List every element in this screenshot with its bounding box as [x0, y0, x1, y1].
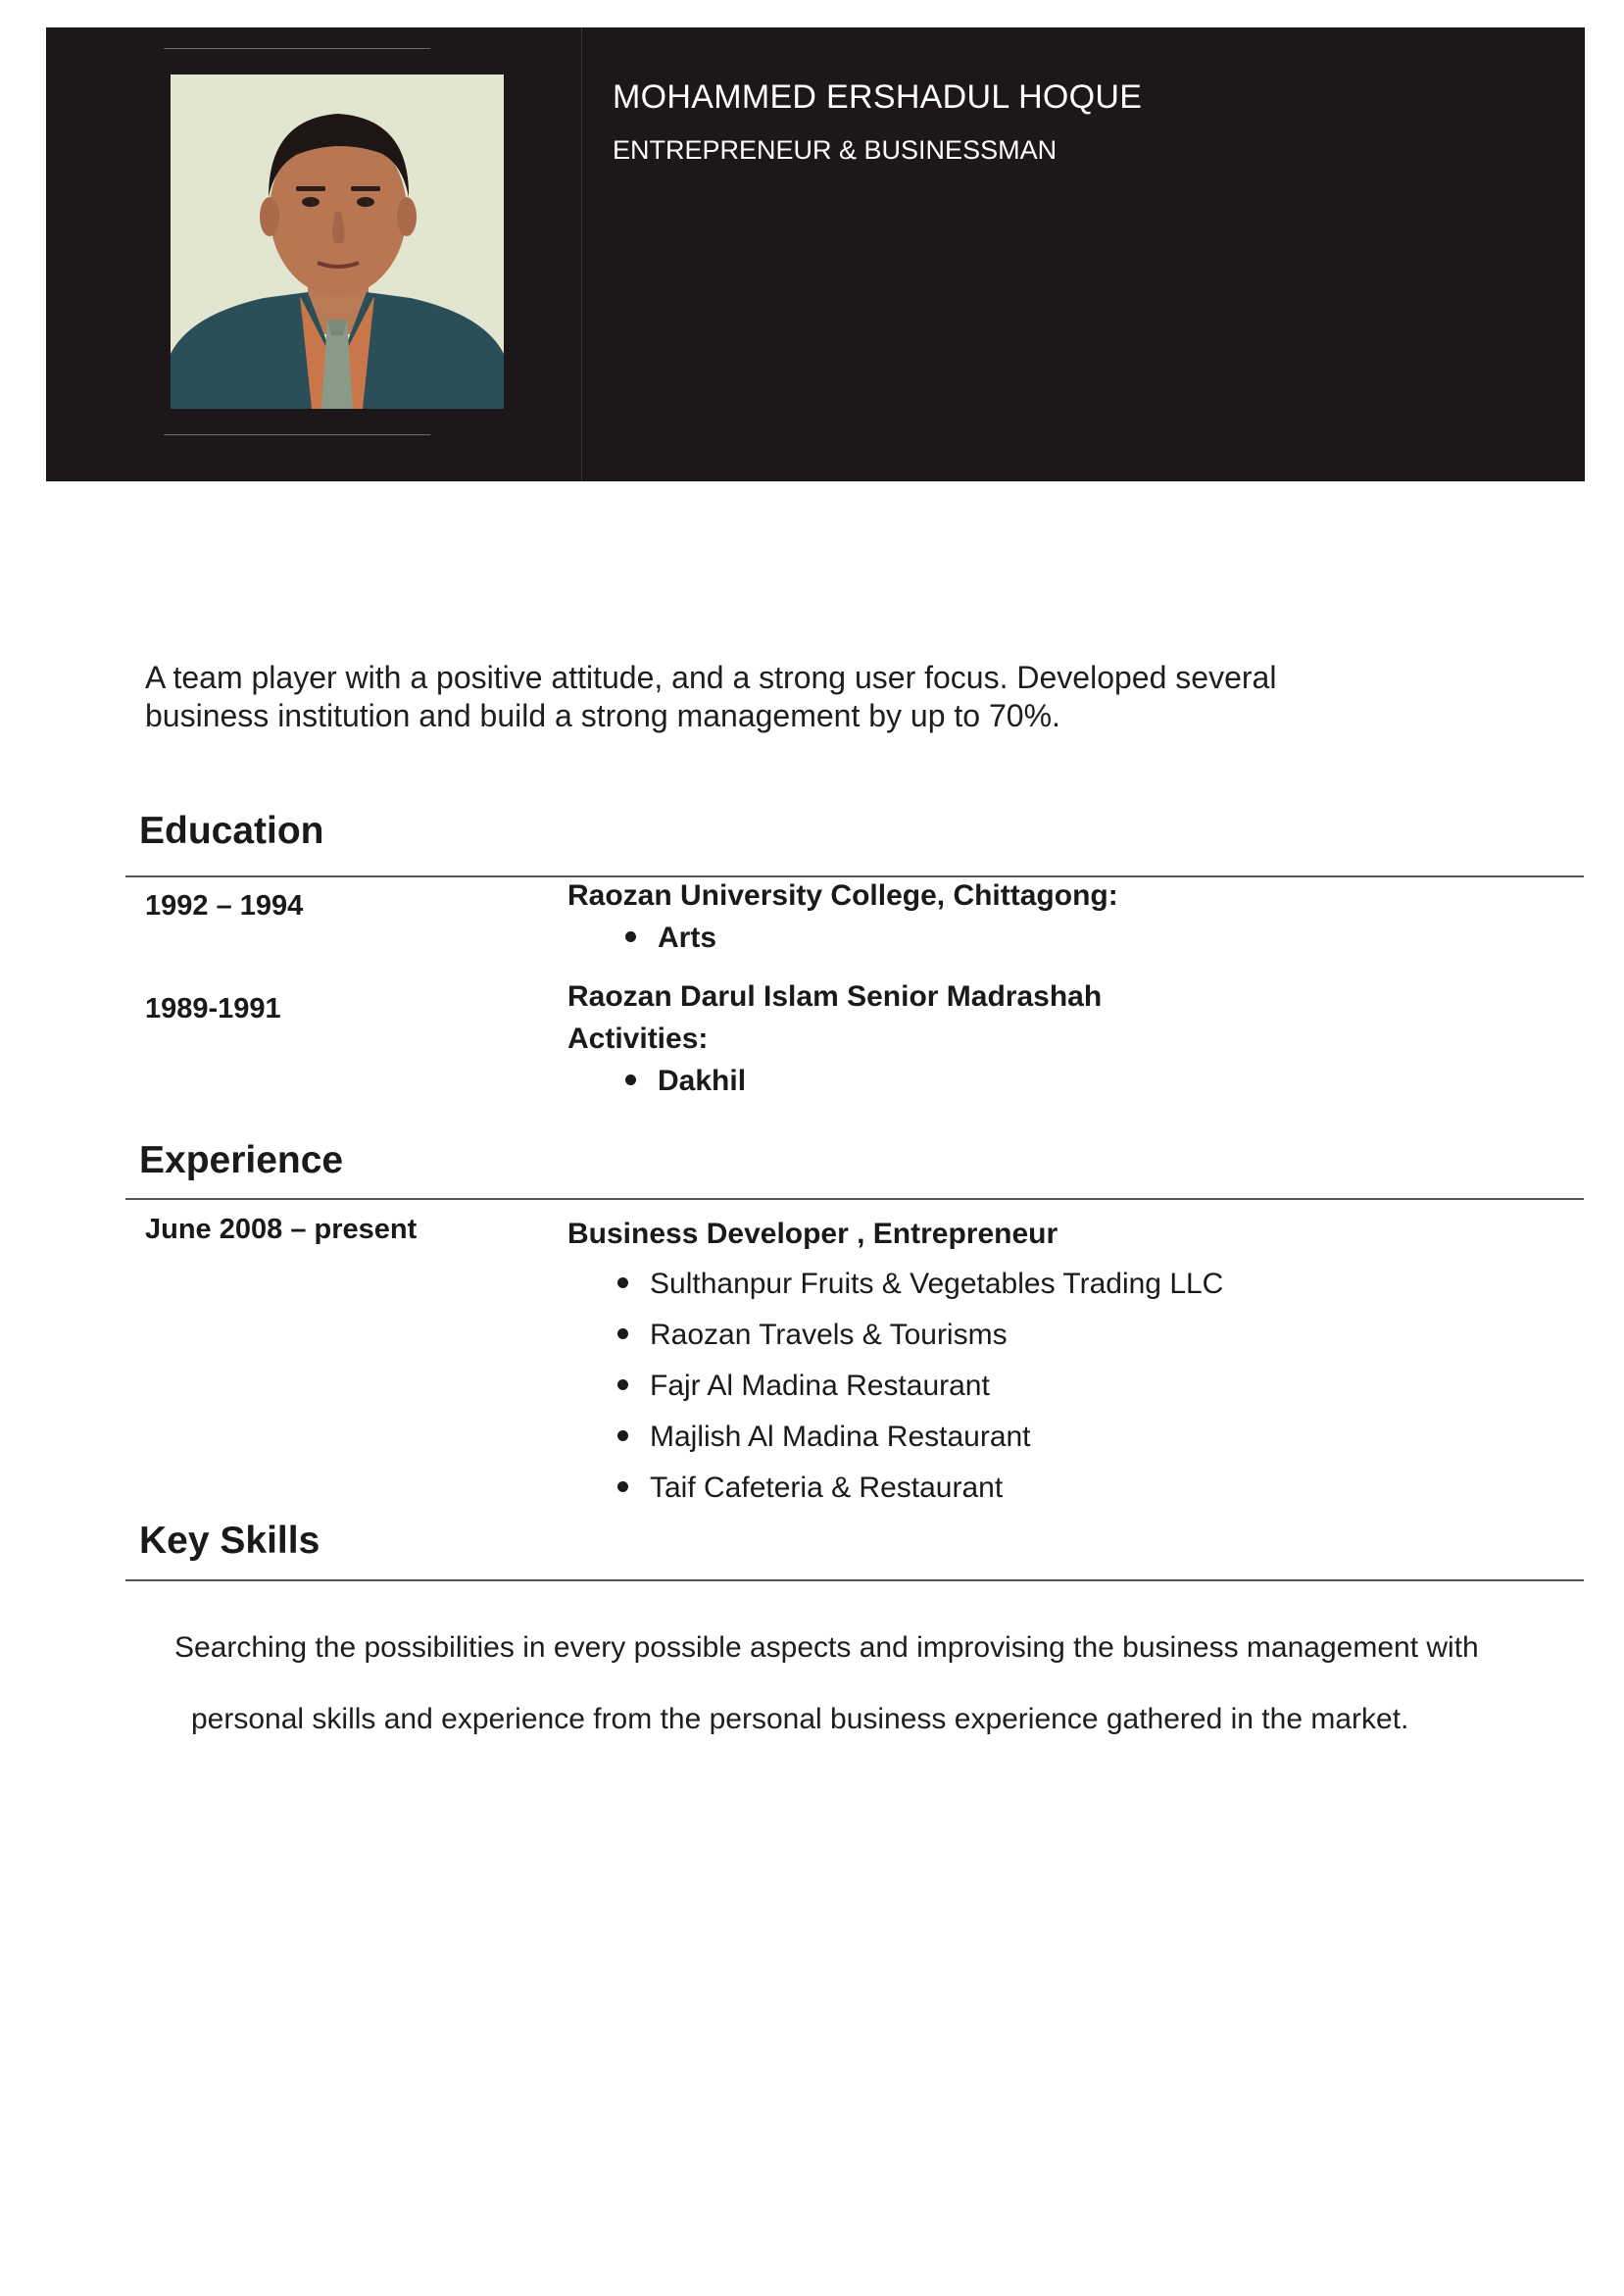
section-divider: [125, 1579, 1584, 1581]
section-divider: [125, 875, 1584, 877]
header-divider: [164, 434, 430, 435]
summary-line: A team player with a positive attitude, and a strong user focus. Developed several: [145, 660, 1277, 695]
header-divider: [581, 27, 582, 481]
list-item-text: Dakhil: [658, 1065, 747, 1097]
bullet-icon: [617, 1277, 628, 1288]
section-divider: [125, 1198, 1584, 1200]
summary-line: business institution and build a strong management by up to 70%.: [145, 698, 1060, 733]
bullet-icon: [625, 1074, 636, 1085]
experience-dates: June 2008 – present: [145, 1214, 418, 1245]
list-item-text: Majlish Al Madina Restaurant: [650, 1421, 1031, 1453]
bullet-icon: [617, 1481, 628, 1492]
list-item: [617, 1421, 1031, 1454]
candidate-name: MOHAMMED ERSHADUL HOQUE: [613, 78, 1143, 116]
list-item: [617, 1472, 1003, 1505]
list-item: [617, 1370, 990, 1403]
bullet-icon: [617, 1328, 628, 1339]
education-dates: 1989-1991: [145, 993, 281, 1024]
experience-heading: Experience: [139, 1139, 344, 1181]
experience-role: Business Developer , Entrepreneur: [567, 1218, 1058, 1250]
activities-label: Activities:: [567, 1023, 709, 1055]
list-item: [617, 1268, 1223, 1301]
profile-photo: [171, 75, 504, 409]
education-institution: Raozan University College, Chittagong:: [567, 879, 1118, 912]
list-item: [625, 922, 716, 955]
summary: [145, 659, 1419, 735]
bullet-icon: [625, 931, 636, 942]
list-item: [617, 1319, 1008, 1352]
skills-text: personal skills and experience from the personal business experience gathered in the market.: [191, 1703, 1409, 1735]
education-heading: Education: [139, 810, 324, 852]
list-item-text: Arts: [658, 922, 717, 954]
header-band: [46, 27, 1585, 481]
header-divider: [164, 48, 430, 49]
list-item-text: Fajr Al Madina Restaurant: [650, 1370, 990, 1402]
list-item-text: Sulthanpur Fruits & Vegetables Trading LLC: [650, 1268, 1224, 1300]
list-item: [625, 1065, 746, 1098]
bullet-icon: [617, 1379, 628, 1390]
education-institution: Raozan Darul Islam Senior Madrashah: [567, 980, 1103, 1013]
skills-text: Searching the possibilities in every possible aspects and improvising the business management with: [174, 1631, 1479, 1664]
list-item-text: Raozan Travels & Tourisms: [650, 1319, 1008, 1351]
education-dates: 1992 – 1994: [145, 890, 304, 922]
skills-heading: Key Skills: [139, 1520, 320, 1562]
bullet-icon: [617, 1430, 628, 1441]
list-item-text: Taif Cafeteria & Restaurant: [650, 1472, 1004, 1504]
candidate-title: ENTREPRENEUR & BUSINESSMAN: [613, 135, 1058, 165]
